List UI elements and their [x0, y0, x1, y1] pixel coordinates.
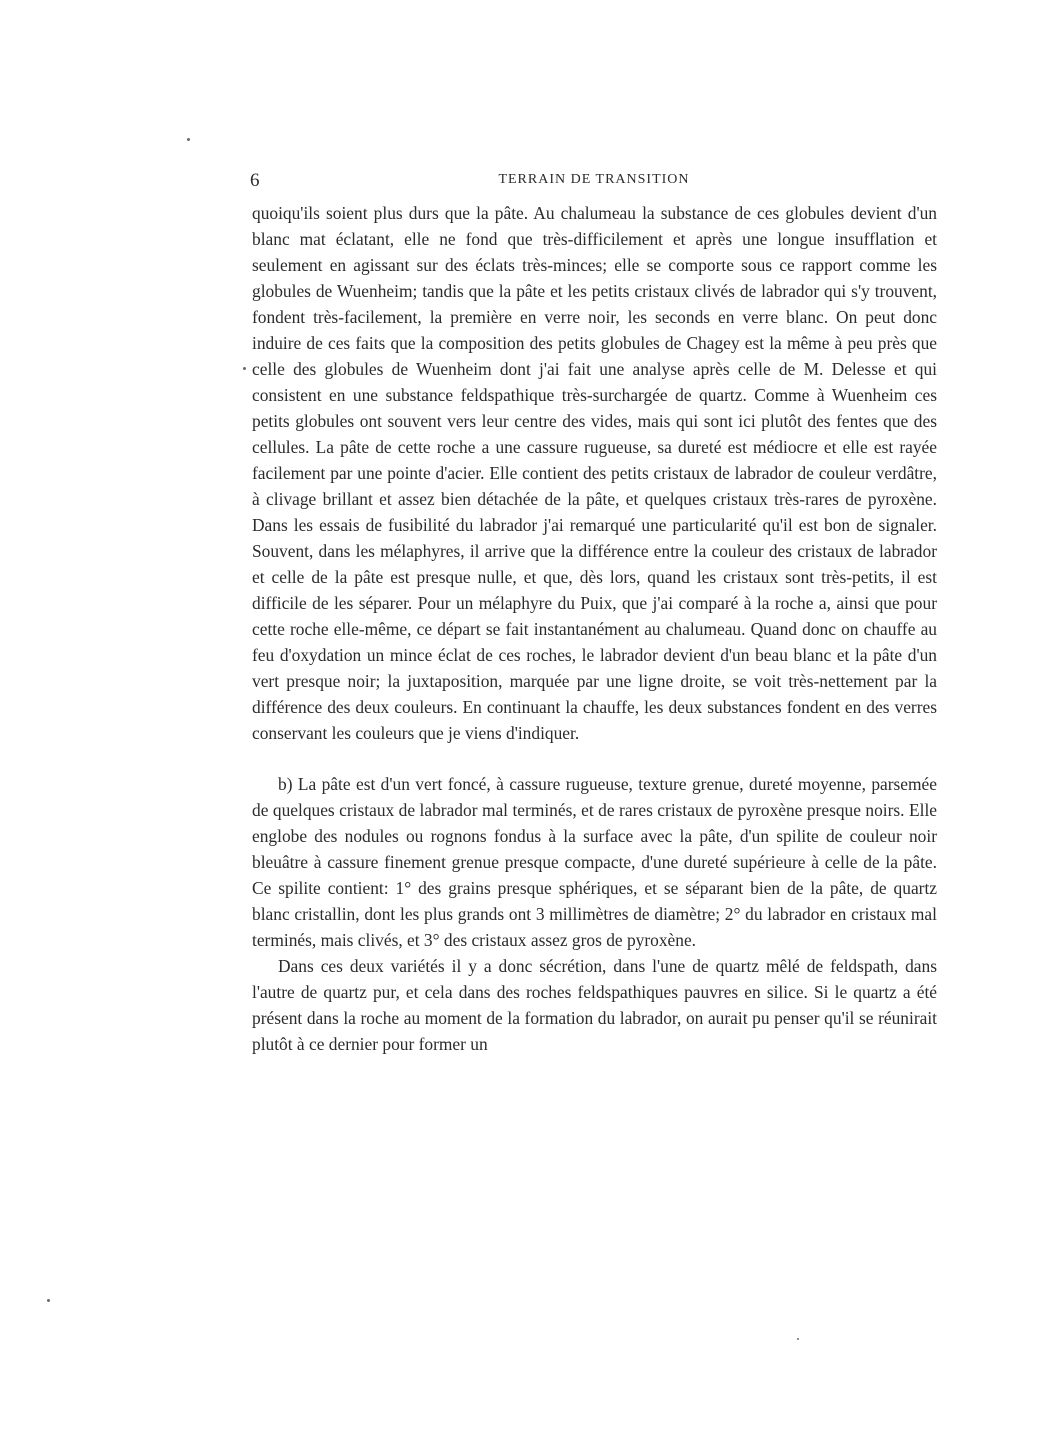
running-title: TERRAIN DE TRANSITION	[498, 172, 690, 187]
scan-speck	[187, 138, 190, 141]
scan-speck	[243, 367, 246, 370]
paragraph-conclusion: Dans ces deux variétés il y a donc sécrétion, dans l'une de quartz mêlé de feldspath, dans l'autre de quartz pur, et cela dans des roches feldspathiques pauvres en silice. Si le quartz a été présent dans la roche au moment de la formation du labrador, on aurait pu penser qu'il se réunirait plutôt à ce dernier pour former un	[252, 956, 937, 1054]
scan-speck	[797, 1338, 799, 1340]
paragraph-continuation: quoiqu'ils soient plus durs que la pâte. Au chalumeau la substance de ces globules devient d'un blanc mat éclatant, elle ne fond que très-difficilement et après une longue insufflation et seulement en agissant sur des éclats très-minces; elle se comporte sous ce rapport comme les globules de Wuenheim; tandis que la pâte et les petits cristaux clivés de labrador qui s'y trouvent, fondent très-facilement, la première en verre noir, les seconds en verre blanc. On peut donc induire de ces faits que la composition des petits globules de Chagey est la même à peu près que celle des globules de Wuenheim dont j'ai fait une analyse après celle de M. Delesse et qui consistent en une substance feldspathique très-surchargée de quartz. Comme à Wuenheim ces petits globules ont souvent vers leur centre des vides, mais qui sont ici plutôt des fentes que des cellules. La pâte de cette roche a une cassure rugueuse, sa dureté est médiocre et elle est rayée facilement par une pointe d'acier. Elle contient des petits cristaux de labrador de couleur verdâtre, à clivage brillant et assez bien détachée de la pâte, et quelques cristaux très-rares de pyroxène. Dans les essais de fusibilité du labrador j'ai remarqué une particularité qu'il est bon de signaler. Souvent, dans les mélaphyres, il arrive que la différence entre la couleur des cristaux de labrador et celle de la pâte est presque nulle, et que, dès lors, quand les cristaux sont très-petits, il est difficile de les séparer. Pour un mélaphyre du Puix, que j'ai comparé à la roche a, ainsi que pour cette roche elle-même, ce départ se fait instantanément au chalumeau. Quand donc on chauffe au feu d'oxydation un mince éclat de ces roches, le labrador devient d'un beau blanc et la pâte d'un vert presque noir; la juxtaposition, marquée par une ligne droite, se voit très-nettement par la différence des deux couleurs. En continuant la chauffe, les deux substances fondent en des verres conservant les couleurs que je viens d'indiquer.	[252, 203, 937, 743]
running-head	[250, 170, 938, 194]
scan-speck	[47, 1299, 50, 1302]
page-number: 6	[250, 170, 260, 191]
body-text	[252, 200, 937, 1057]
paragraph-b: b) La pâte est d'un vert foncé, à cassure rugueuse, texture grenue, dureté moyenne, parsemée de quelques cristaux de labrador mal terminés, et de rares cristaux de pyroxène presque noirs. Elle englobe des nodules ou rognons fondus à la surface avec la pâte, d'un spilite de couleur noir bleuâtre à cassure finement grenue presque compacte, d'une dureté supérieure à celle de la pâte. Ce spilite contient: 1° des grains presque sphériques, et se séparant bien de la pâte, de quartz blanc cristallin, dont les plus grands ont 3 millimètres de diamètre; 2° du labrador en cristaux mal terminés, mais clivés, et 3° des cristaux assez gros de pyroxène.	[252, 774, 937, 950]
